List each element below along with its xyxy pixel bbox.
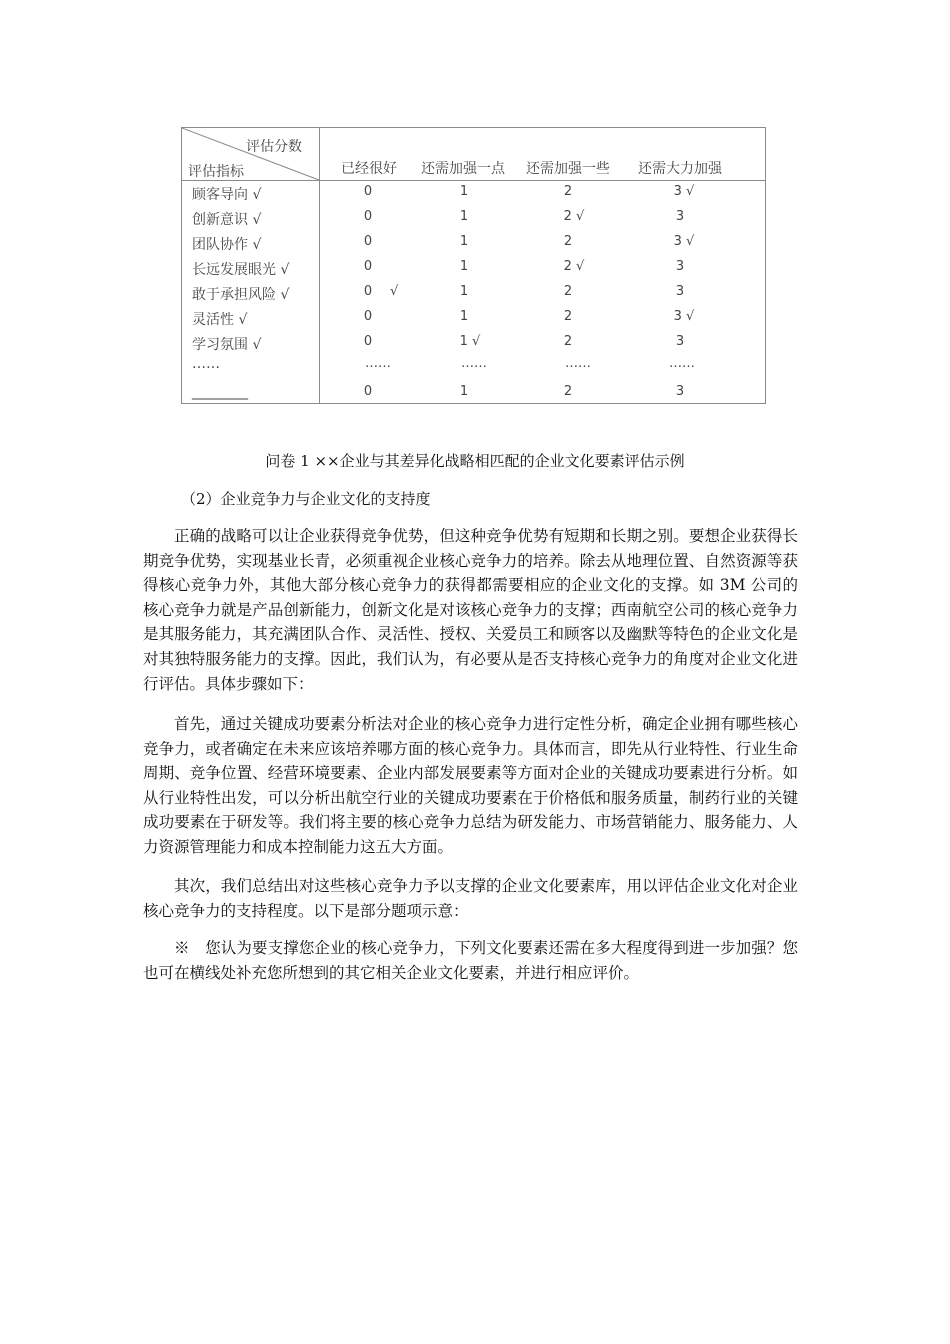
table-cell: 2 [563,309,573,324]
row-label: …… [192,356,220,372]
table-cell: 2 [563,184,573,199]
table-cell: 1 [459,309,469,324]
table-cell: 3 [675,284,685,299]
table-cell: 1 [459,259,469,274]
row-label: 敢于承担风险 √ [192,287,290,303]
evaluation-table [181,127,766,404]
column-header: 还需大力加强 [638,161,722,177]
table-cell: 1 [459,384,469,399]
table-row [182,305,765,330]
table-cell: 3 [675,384,685,399]
table-row [182,280,765,305]
table-cell: 2 √ [563,209,585,224]
table-cell: 0 [363,284,373,299]
table-cell: 1 [459,234,469,249]
section-subheading: （2）企业竞争力与企业文化的支持度 [181,490,431,508]
table-cell: 3 √ [673,309,695,324]
table-cell: 0 [363,209,373,224]
table-cell: 0 [363,234,373,249]
row-label: 灵活性 √ [192,312,248,328]
table-cell: 0 [363,309,373,324]
row-label: 学习氛围 √ [192,337,262,353]
table-cell: 3 [675,334,685,349]
table-cell: 3 √ [673,234,695,249]
row-label: 长远发展眼光 √ [192,262,290,278]
table-cell: 2 √ [563,259,585,274]
table-cell: 0 [363,384,373,399]
table-cell: 1 [459,209,469,224]
table-cell: …… [461,356,487,371]
table-row [182,380,765,405]
table-cell: …… [365,356,391,371]
table-cell: 2 [563,234,573,249]
table-cell: …… [669,356,695,371]
table-cell: 1 [459,184,469,199]
table-cell: 1 [459,284,469,299]
row-blank-line: ________ [192,384,248,400]
table-cell: 2 [563,334,573,349]
table-cell: 0 [363,184,373,199]
check-mark: √ [390,284,399,299]
table-row [182,230,765,255]
table-cell: …… [565,356,591,371]
table-row [182,352,765,377]
table-caption: 问卷 1 ××企业与其差异化战略相匹配的企业文化要素评估示例 [265,452,685,470]
table-cell: 3 √ [673,184,695,199]
table-cell: 0 [363,334,373,349]
table-cell: 3 [675,259,685,274]
row-label: 创新意识 √ [192,212,262,228]
row-label: 顾客导向 √ [192,187,262,203]
header-indicator-label: 评估指标 [188,164,244,180]
paragraph: 其次，我们总结出对这些核心竞争力予以支撑的企业文化要素库，用以评估企业文化对企业核心竞争力的支持程度。以下是部分题项示意： [143,877,798,920]
table-cell: 3 [675,209,685,224]
table-cell: 1 √ [459,334,481,349]
column-header: 还需加强一些 [526,161,610,177]
paragraph: ※ 您认为要支撑您企业的核心竞争力，下列文化要素还需在多大程度得到进一步加强？您也可在横线处补充您所想到的其它相关企业文化要素，并进行相应评价。 [143,939,798,982]
paragraph: 首先，通过关键成功要素分析法对企业的核心竞争力进行定性分析，确定企业拥有哪些核心竞争力，或者确定在未来应该培养哪方面的核心竞争力。具体而言，即先从行业特性、行业生命周期、竞争位置、经营环境要素、企业内部发展要素等方面对企业的关键成功要素进行分析。如从行业特性出发，可以分析出航空行业的关键成功要素在于价格低和服务质量，制药行业的关键成功要素在于研发等。我们将主要的核心竞争力总结为研发能力、市场营销能力、服务能力、人力资源管理能力和成本控制能力这五大方面。 [143,715,798,856]
table-row [182,255,765,280]
table-row [182,205,765,230]
paragraph: 正确的战略可以让企业获得竞争优势，但这种竞争优势有短期和长期之别。要想企业获得长期竞争优势，实现基业长青，必须重视企业核心竞争力的培养。除去从地理位置、自然资源等获得核心竞争力外，其他大部分核心竞争力的获得都需要相应的企业文化的支撑。如 3M 公司的核心竞争力就是产品创新能力，创新文化是对该核心竞争力的支撑；西南航空公司的核心竞争力是其服务能力，其充满团队合作、灵活性、授权、关爱员工和顾客以及幽默等特色的企业文化是对其独特服务能力的支撑。因此，我们认为，有必要从是否支持核心竞争力的角度对企业文化进行评估。具体步骤如下： [143,527,798,693]
table-cell: 2 [563,384,573,399]
header-score-label: 评估分数 [246,139,302,155]
table-cell: 0 [363,259,373,274]
column-header: 还需加强一点 [421,161,505,177]
table-row [182,180,765,205]
column-header: 已经很好 [341,161,397,177]
row-label: 团队协作 √ [192,237,262,253]
table-cell: 2 [563,284,573,299]
